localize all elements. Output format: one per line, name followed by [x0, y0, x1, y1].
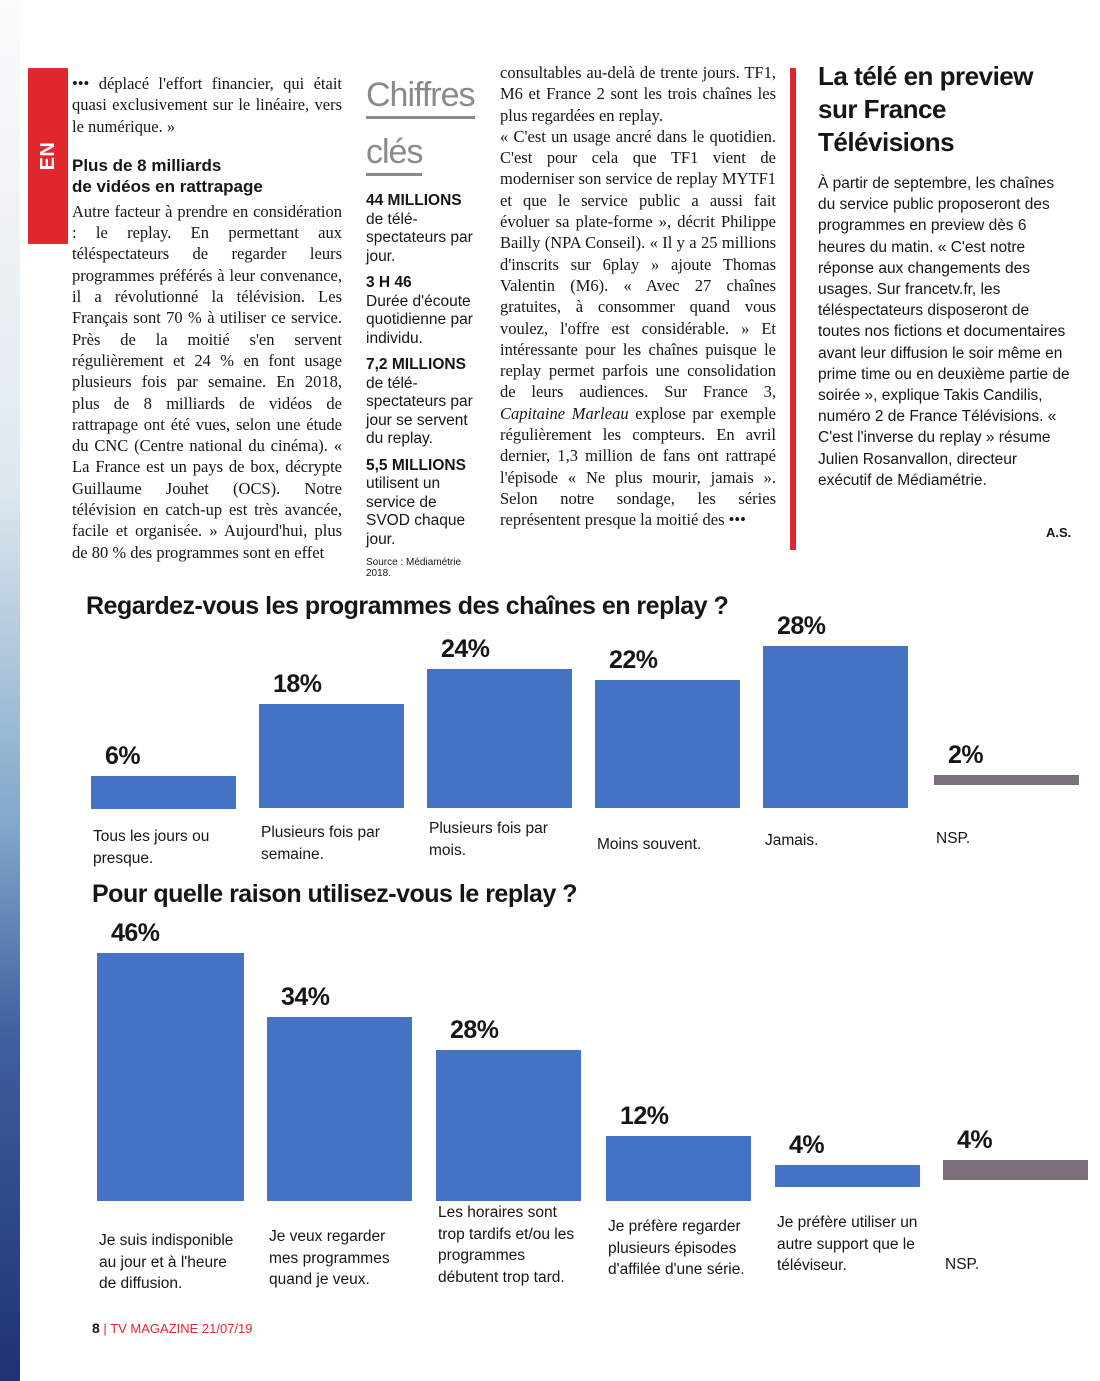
chart-1-category-label-4: Moins souvent. [597, 836, 702, 853]
chart-1-category-label-6: NSP. [936, 830, 971, 847]
col3-paragraph-1: consultables au-delà de trente jours. TF1, M6 et France 2 sont les trois chaînes les plus regardées en replay. [500, 63, 776, 125]
chart-2-value-label-2: 34% [281, 983, 330, 1012]
key-figure-1-label: de télé-spectateurs par jour. [366, 210, 473, 265]
sidebar-body: À partir de septembre, les chaînes du service public proposeront des programmes en preview dès 6 heures du matin. « C'est notre réponse aux changements des usages. Sur francetv.fr, les téléspectateurs disposeront de toutes nos fictions et documentaires avant leur diffusion le soir même en prime time ou en deuxième partie de soirée », explique Takis Candilis, numéro 2 de France Télévisions. « C'est l'inverse du replay » résume Julien Rosanvallon, directeur exécutif de Médiamétrie. [818, 175, 1070, 489]
col1-subhead-line1: Plus de 8 milliards [72, 155, 222, 175]
sidebar-signature: A.S. [1046, 525, 1072, 540]
key-figure-1-value: 44 MILLIONS [366, 192, 462, 209]
key-figure-3-value: 7,2 MILLIONS [366, 356, 466, 373]
footer-separator: | [103, 1321, 111, 1336]
chart-1-category-label-3: Plusieurs fois par mois. [429, 820, 548, 859]
chart-1-category-label-2: Plusieurs fois par semaine. [261, 824, 380, 863]
sidebar-title-line1: La télé en preview [818, 61, 1033, 91]
chart-2-category-label-4: Je préfère regarder plusieurs épisodes d'affilée d'une série. [608, 1218, 745, 1278]
col3-paragraph-2-part-b: explose par exemple régulièrement les compteurs. En avril dernier, 1,3 million de fans ont rattrapé l'épisode « Ne plus mourir, jamais ». Selon notre sondage, les séries représentent presque la moitié des ••• [500, 403, 777, 530]
chart-2-category-label-3: Les horaires sont trop tardifs et/ou les programmes débutent trop tard. [438, 1204, 575, 1286]
chart-1-category-label-5: Jamais. [765, 832, 819, 849]
chart-1-value-label-3: 24% [441, 634, 490, 663]
chart-2-bar-4 [606, 1136, 751, 1201]
col3-paragraph-2-part-a: « C'est un usage ancré dans le quotidien. C'est pour cela que TF1 vient de moderniser son service de replay MYTF1 et que le service public a aussi fait évoluer sa plate-forme », décrit Philippe Bailly (NPA Conseil). « Il y a 25 millions d'inscrits sur 6play » ajoute Thomas Valentin (M6). « Avec 27 chaînes gratuites, à consommer quand vous voulez, l'offre est considérable. » Et intéressante pour les chaînes puisque le replay permet parfois une consolidation de leurs audiences. Sur France 3, [500, 126, 776, 402]
col3-paragraph-2-italic: Capitaine Marleau [500, 403, 629, 423]
key-figure-2-label: Durée d'écoute quotidienne par individu. [366, 292, 473, 347]
chart-2-category-label-2: Je veux regarder mes programmes quand je veux. [269, 1228, 390, 1288]
chart-1-value-label-1: 6% [105, 742, 141, 770]
key-figure-4-value: 5,5 MILLIONS [366, 456, 466, 474]
chart-2-value-label-3: 28% [450, 1015, 499, 1044]
chart-2-category-label-6: NSP. [945, 1256, 980, 1273]
col1-paragraph-2: Autre facteur à prendre en considération : le replay. En permettant aux téléspectateurs de regarder leurs programmes préférés à leur convenance, il a révolutionné la télévision. Les Français sont 70 % à utiliser ce service. Près de la moitié s'en servent régulièrement et 24 % en font usage plusieurs fois par semaine. En 2018, plus de 8 milliards de vidéos de rattrapage ont été vues, selon une étude du CNC (Centre national du cinéma). « La France est un pays de box, décrypte Guillaume Jouhet (OCS). Notre télévision en catch-up est très avancée, facile et organisée. » Aujourd'hui, plus de 80 % des programmes sont en effet [72, 201, 342, 562]
key-figures-title-line1: Chiffres [366, 74, 475, 119]
chart-1-value-label-4: 22% [609, 646, 658, 675]
sidebar-title-line2: sur France [818, 94, 946, 124]
section-tab-label: EN COUVERTURE [37, 83, 99, 229]
chart-2-bar-2 [267, 1017, 412, 1201]
chart-1-category-label-1: Tous les jours ou presque. [93, 828, 210, 867]
key-figure-4-label: utilisent un service de SVOD chaque jour. [366, 475, 466, 548]
page-footer [92, 1320, 253, 1336]
key-figures-title-line2: clés [366, 131, 422, 176]
chart-2-value-label-4: 12% [620, 1102, 669, 1131]
chart-1-title: Regardez-vous les programmes des chaînes en replay ? [86, 592, 729, 620]
sidebar-title-line3: Télévisions [818, 127, 955, 157]
col1-paragraph-1: ••• déplacé l'effort financier, qui était quasi exclusivement sur le linéaire, vers le numérique. » [72, 74, 342, 136]
key-figures-source: Source : Médiamétrie 2018. [366, 557, 462, 579]
key-figure-2-value: 3 H 46 [366, 274, 412, 291]
chart-2-title: Pour quelle raison utilisez-vous le replay ? [92, 880, 578, 908]
chart-2-bar-6 [943, 1160, 1088, 1180]
chart-1-value-label-2: 18% [273, 669, 322, 698]
chart-2-value-label-5: 4% [789, 1131, 825, 1159]
col1-subhead-line2: de vidéos en rattrapage [72, 176, 263, 196]
chart-2-bar-5 [775, 1165, 920, 1187]
chart-2-category-label-5: Je préfère utiliser un autre support que le téléviseur. [777, 1214, 918, 1274]
chart-2-bar-3 [436, 1050, 581, 1201]
footer-magazine: TV MAGAZINE 21/07/19 [110, 1321, 253, 1336]
chart-2-category-label-1: Je suis indisponible au jour et à l'heure de diffusion. [99, 1232, 234, 1292]
chart-1-value-label-5: 28% [777, 611, 826, 640]
chart-1-value-label-6: 2% [948, 741, 984, 769]
key-figure-3-label: de télé-spectateurs par jour se servent du replay. [366, 374, 473, 447]
chart-2-value-label-1: 46% [111, 918, 160, 947]
chart-2-bar-1 [97, 953, 244, 1201]
page-number: 8 [92, 1320, 100, 1336]
chart-2-value-label-6: 4% [957, 1126, 993, 1154]
